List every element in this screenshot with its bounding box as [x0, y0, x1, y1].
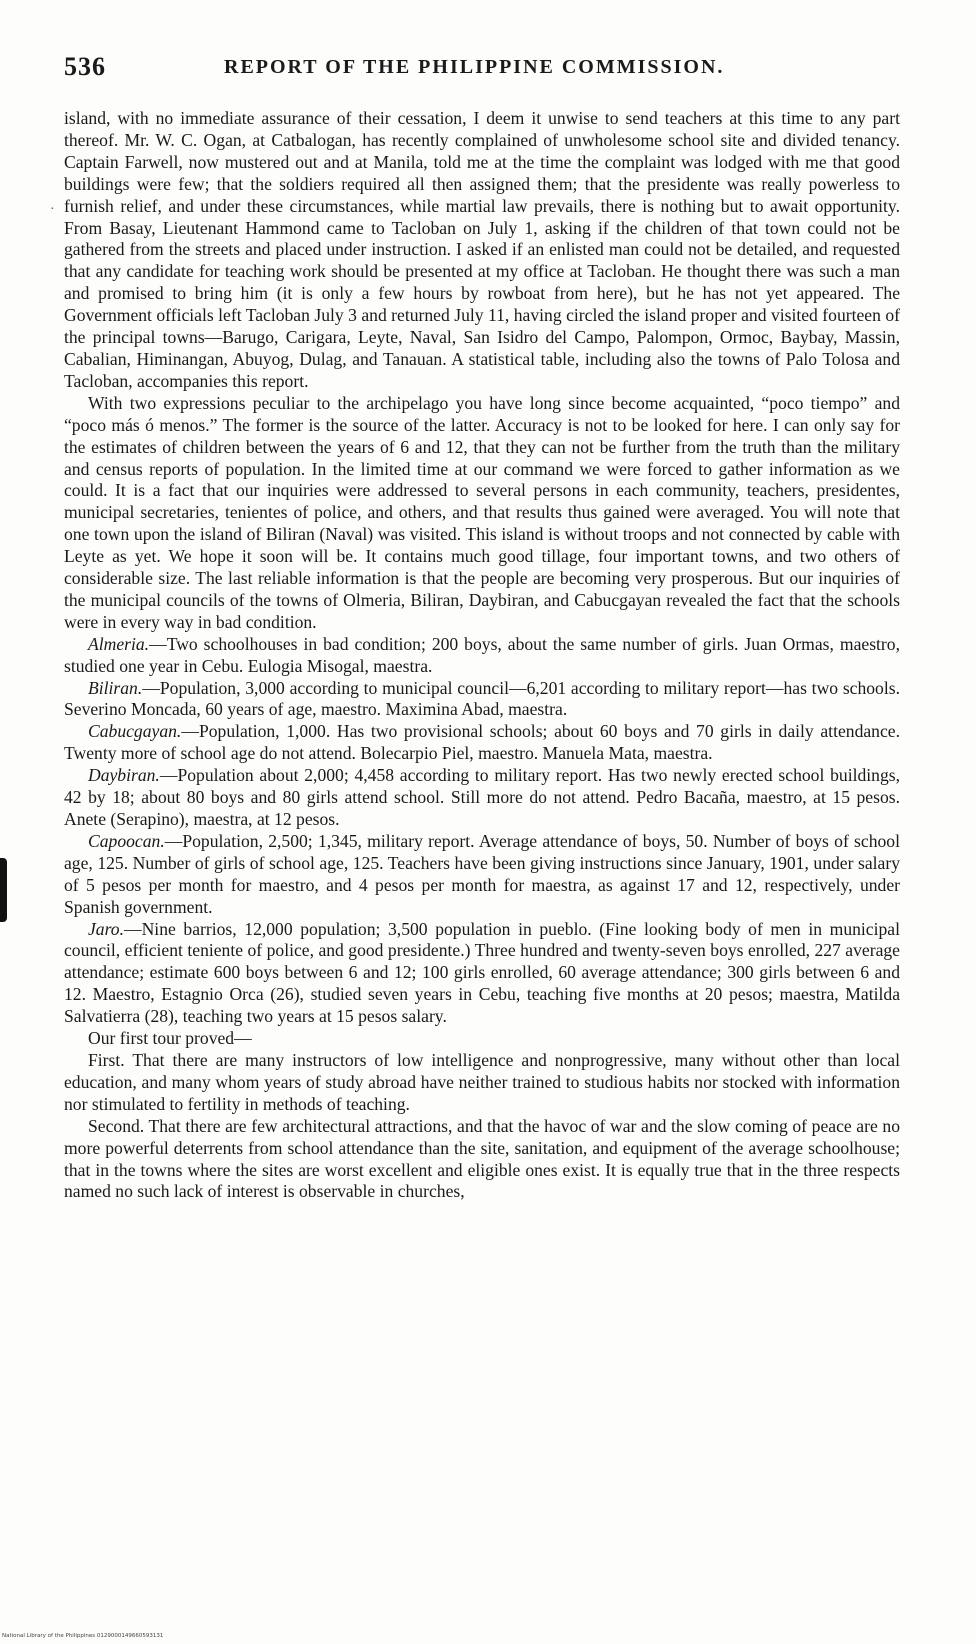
- town-entry-cabucgayan: [64, 721, 900, 765]
- town-entry-jaro: [64, 919, 900, 1029]
- margin-mark-icon: ·: [50, 202, 55, 217]
- page-header: [64, 52, 924, 88]
- town-name: Daybiran.: [88, 765, 160, 786]
- town-name: Jaro.: [88, 918, 124, 939]
- town-details: —Population, 1,000. Has two provisional schools; about 60 boys and 70 girls in daily attendance. Twenty more of school age do not attend. Bolecarpio Piel, maestro. Manuela Mata, maestra.: [64, 721, 900, 764]
- running-head: REPORT OF THE PHILIPPINE COMMISSION.: [224, 56, 725, 78]
- town-entry-almeria: [64, 634, 900, 678]
- paragraph-second: Second. That there are few architectural attractions, and that the havoc of war and the slow coming of peace are no more powerful deterrents from school attendance than the site, sanitation, and equipment of the average schoolhouse; that in the towns where the sites are worst excellent and eligible ones exist. It is equally true that in the three respects named no such lack of interest is observable in churches,: [64, 1115, 900, 1202]
- town-details: —Two schoolhouses in bad condition; 200 boys, about the same number of girls. Juan Ormas, maestro, studied one year in Cebu. Eulogia Misogal, maestra.: [64, 633, 900, 676]
- paragraph-continuation: island, with no immediate assurance of their cessation, I deem it unwise to send teachers at this time to any part thereof. Mr. W. C. Ogan, at Catbalogan, has recently complained of unwholesome school site and divided tenancy. Captain Farwell, now mustered out and at Manila, told me at the time the complaint was lodged with me that good buildings were few; that the soldiers required all then assigned them; that the presidente was really powerless to furnish relief, and under these circumstances, while martial law prevails, there is nothing but to await opportunity. From Basay, Lieutenant Hammond came to Tacloban on July 1, asking if the children of that town could not be gathered from the streets and placed under instruction. I asked if an enlisted man could not be detailed, and requested that any candidate for teaching work should be presented at my office at Tacloban. He thought there was such a man and promised to bring him (it is only a few hours by rowboat from here), but he has not yet appeared. The Government officials left Tacloban July 3 and returned July 11, having circled the island proper and visited fourteen of the principal towns—Barugo, Carigara, Leyte, Naval, San Isidro del Campo, Palompon, Ormoc, Baybay, Massin, Cabalian, Himinangan, Abuyog, Dulag, and Tanauan. A statistical table, including also the towns of Palo Tolosa and Tacloban, accompanies this report.: [64, 108, 900, 391]
- town-entry-capoocan: [64, 831, 900, 919]
- scan-credit: National Library of the Philippines 0129000149660593131: [2, 1633, 164, 1639]
- town-entry-biliran: [64, 678, 900, 722]
- paragraph-first: First. That there are many instructors of low intelligence and nonprogressive, many without other than local education, and many whom years of study abroad have neither trained to studious habits nor stocked with information nor stimulated to fertility in methods of teaching.: [64, 1049, 900, 1114]
- binding-mark: [0, 858, 7, 922]
- town-name: Cabucgayan.: [88, 721, 182, 742]
- page-number: 536: [64, 52, 106, 81]
- town-entry-daybiran: [64, 765, 900, 831]
- town-details: —Population about 2,000; 4,458 according to military report. Has two newly erected school buildings, 42 by 18; about 80 boys and 80 girls attend school. Still more do not attend. Pedro Bacaña, maestro, at 15 pesos. Anete (Serapino), maestra, at 12 pesos.: [64, 765, 900, 829]
- town-details: —Population, 3,000 according to municipal council—6,201 according to military report—has two schools. Severino Moncada, 60 years of age, maestro. Maximina Abad, maestra.: [64, 677, 900, 720]
- paragraph-tour-intro: Our first tour proved—: [88, 1028, 252, 1049]
- body-text: [64, 108, 900, 1203]
- town-details: —Nine barrios, 12,000 population; 3,500 population in pueblo. (Fine looking body of men in municipal council, efficient teniente of police, and good presidente.) Three hundred and twenty-seven boys enrolled, 227 average attendance; estimate 600 boys between 6 and 12; 100 girls enrolled, 60 average attendance; 300 girls between 6 and 12. Maestro, Estagnio Orca (26), studied seven years in Cebu, teaching five months at 20 pesos; maestra, Matilda Salvatierra (28), teaching two years at 15 pesos salary.: [64, 918, 900, 1027]
- town-name: Capoocan.: [88, 830, 165, 851]
- town-details: —Population, 2,500; 1,345, military report. Average attendance of boys, 50. Number of boys of school age, 125. Number of girls of school age, 125. Teachers have been giving instructions since January, 1901, under salary of 5 pesos per month for maestro, and 4 pesos per month for maestra, as against 17 and 12, respectively, under Spanish government.: [64, 830, 900, 917]
- town-name: Almeria.: [88, 633, 150, 654]
- paragraph-estimates: With two expressions peculiar to the archipelago you have long since become acquainted, “poco tiempo” and “poco más ó menos.” The former is the source of the latter. Accuracy is not to be looked for here. I can only say for the estimates of children between the years of 6 and 12, that they can not be further from the truth than the military and census reports of population. In the limited time at our command we were forced to gather information as we could. It is a fact that our inquiries were addressed to several persons in each community, teachers, presidentes, municipal secretaries, tenientes of police, and others, and that results thus gained were averaged. You will note that one town upon the island of Biliran (Naval) was visited. This island is without troops and not connected by cable with Leyte as yet. We hope it soon will be. It contains much good tillage, four important towns, and two others of considerable size. The last reliable information is that the people are becoming very prosperous. But our inquiries of the municipal councils of the towns of Olmeria, Biliran, Daybiran, and Cabucgayan revealed the fact that the schools were in every way in bad condition.: [64, 392, 900, 632]
- town-name: Biliran.: [88, 677, 143, 698]
